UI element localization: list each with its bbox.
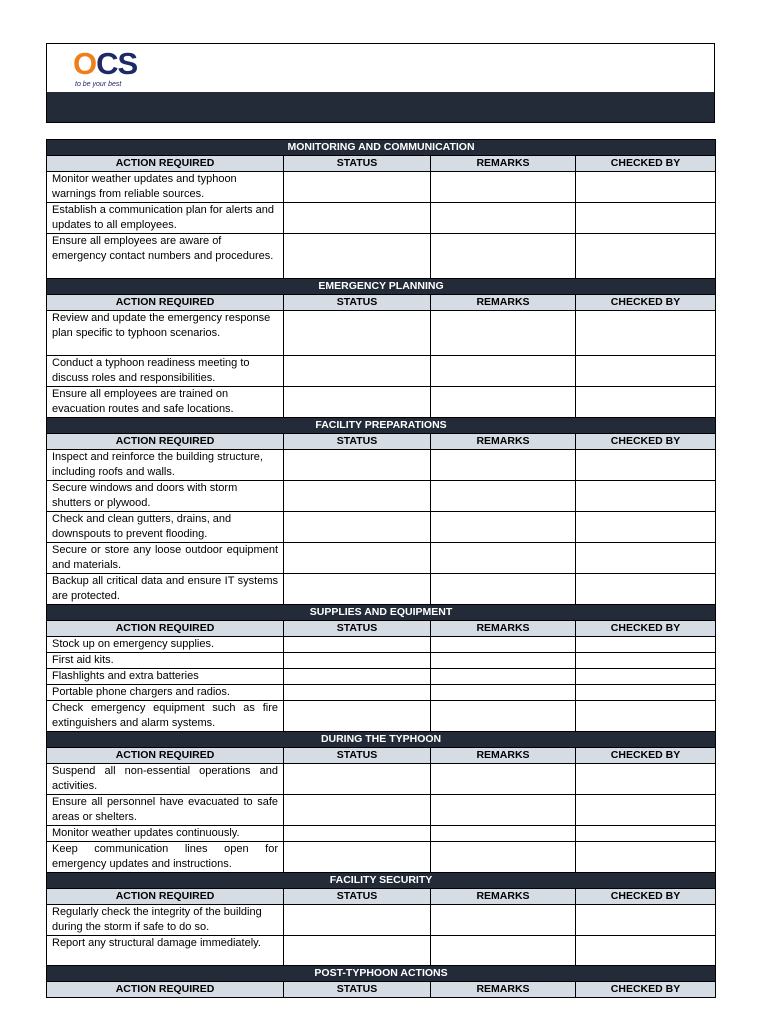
remarks-header: REMARKS — [431, 982, 576, 998]
checklist-row — [47, 653, 716, 669]
section-title: SUPPLIES AND EQUIPMENT — [47, 605, 716, 621]
status-header: STATUS — [284, 748, 431, 764]
action-cell: Ensure all employees are aware of emergency contact numbers and procedures. — [47, 234, 284, 279]
action-required-header: ACTION REQUIRED — [47, 748, 284, 764]
checked-by-cell[interactable] — [576, 669, 716, 685]
remarks-cell[interactable] — [431, 450, 576, 481]
remarks-cell[interactable] — [431, 574, 576, 605]
status-cell[interactable] — [284, 387, 431, 418]
checklist-row — [47, 356, 716, 387]
remarks-cell[interactable] — [431, 543, 576, 574]
status-cell[interactable] — [284, 701, 431, 732]
remarks-cell[interactable] — [431, 387, 576, 418]
action-cell: Backup all critical data and ensure IT systems are protected. — [47, 574, 284, 605]
status-header: STATUS — [284, 621, 431, 637]
checked-by-header: CHECKED BY — [576, 748, 716, 764]
checked-by-header: CHECKED BY — [576, 889, 716, 905]
status-cell[interactable] — [284, 764, 431, 795]
action-cell: Establish a communication plan for alerts and updates to all employees. — [47, 203, 284, 234]
remarks-header: REMARKS — [431, 748, 576, 764]
checked-by-cell[interactable] — [576, 450, 716, 481]
checked-by-cell[interactable] — [576, 653, 716, 669]
remarks-cell[interactable] — [431, 764, 576, 795]
checked-by-cell[interactable] — [576, 764, 716, 795]
remarks-cell[interactable] — [431, 701, 576, 732]
status-header: STATUS — [284, 889, 431, 905]
checklist-row — [47, 842, 716, 873]
action-cell: Stock up on emergency supplies. — [47, 637, 284, 653]
status-cell[interactable] — [284, 826, 431, 842]
checklist-row — [47, 826, 716, 842]
section-header-row — [47, 873, 716, 889]
checked-by-cell[interactable] — [576, 481, 716, 512]
action-cell: Secure windows and doors with storm shutters or plywood. — [47, 481, 284, 512]
ocs-logo — [73, 48, 183, 92]
status-cell[interactable] — [284, 512, 431, 543]
status-cell[interactable] — [284, 795, 431, 826]
action-cell: First aid kits. — [47, 653, 284, 669]
status-cell[interactable] — [284, 172, 431, 203]
checklist-row — [47, 450, 716, 481]
action-cell: Conduct a typhoon readiness meeting to discuss roles and responsibilities. — [47, 356, 284, 387]
checklist-row — [47, 311, 716, 356]
checked-by-cell[interactable] — [576, 826, 716, 842]
column-header-row — [47, 156, 716, 172]
checked-by-cell[interactable] — [576, 574, 716, 605]
action-cell: Review and update the emergency response plan specific to typhoon scenarios. — [47, 311, 284, 356]
checked-by-cell[interactable] — [576, 685, 716, 701]
status-cell[interactable] — [284, 637, 431, 653]
remarks-cell[interactable] — [431, 653, 576, 669]
status-cell[interactable] — [284, 543, 431, 574]
action-cell: Monitor weather updates and typhoon warnings from reliable sources. — [47, 172, 284, 203]
status-cell[interactable] — [284, 669, 431, 685]
column-header-row — [47, 889, 716, 905]
section-header-row — [47, 732, 716, 748]
action-required-header: ACTION REQUIRED — [47, 295, 284, 311]
checked-by-cell[interactable] — [576, 905, 716, 936]
document-header — [46, 43, 715, 123]
column-header-row — [47, 748, 716, 764]
remarks-cell[interactable] — [431, 637, 576, 653]
checked-by-cell[interactable] — [576, 842, 716, 873]
status-cell[interactable] — [284, 685, 431, 701]
checklist-row — [47, 669, 716, 685]
status-header: STATUS — [284, 434, 431, 450]
section-title: POST-TYPHOON ACTIONS — [47, 966, 716, 982]
status-cell[interactable] — [284, 450, 431, 481]
checklist-row — [47, 685, 716, 701]
checked-by-header: CHECKED BY — [576, 434, 716, 450]
action-cell: Portable phone chargers and radios. — [47, 685, 284, 701]
checked-by-header: CHECKED BY — [576, 156, 716, 172]
section-header-row — [47, 605, 716, 621]
remarks-cell[interactable] — [431, 795, 576, 826]
checklist-row — [47, 795, 716, 826]
checklist-row — [47, 574, 716, 605]
section-header-row — [47, 418, 716, 434]
remarks-cell[interactable] — [431, 172, 576, 203]
remarks-cell[interactable] — [431, 936, 576, 966]
remarks-cell[interactable] — [431, 826, 576, 842]
checklist-row — [47, 234, 716, 279]
action-cell: Keep communication lines open for emergency updates and instructions. — [47, 842, 284, 873]
remarks-cell[interactable] — [431, 311, 576, 356]
status-cell[interactable] — [284, 936, 431, 966]
checklist-row — [47, 764, 716, 795]
status-cell[interactable] — [284, 234, 431, 279]
header-title-bar — [47, 92, 714, 122]
checked-by-cell[interactable] — [576, 387, 716, 418]
action-required-header: ACTION REQUIRED — [47, 434, 284, 450]
column-header-row — [47, 295, 716, 311]
status-cell[interactable] — [284, 311, 431, 356]
checked-by-cell[interactable] — [576, 203, 716, 234]
remarks-cell[interactable] — [431, 905, 576, 936]
action-required-header: ACTION REQUIRED — [47, 621, 284, 637]
remarks-header: REMARKS — [431, 295, 576, 311]
checked-by-cell[interactable] — [576, 234, 716, 279]
action-required-header: ACTION REQUIRED — [47, 982, 284, 998]
section-title: DURING THE TYPHOON — [47, 732, 716, 748]
checked-by-cell[interactable] — [576, 311, 716, 356]
checklist-row — [47, 387, 716, 418]
column-header-row — [47, 982, 716, 998]
section-header-row — [47, 140, 716, 156]
section-header-row — [47, 279, 716, 295]
action-cell: Secure or store any loose outdoor equipment and materials. — [47, 543, 284, 574]
remarks-cell[interactable] — [431, 685, 576, 701]
remarks-cell[interactable] — [431, 481, 576, 512]
status-cell[interactable] — [284, 356, 431, 387]
checked-by-cell[interactable] — [576, 543, 716, 574]
action-cell: Ensure all personnel have evacuated to safe areas or shelters. — [47, 795, 284, 826]
action-cell: Regularly check the integrity of the building during the storm if safe to do so. — [47, 905, 284, 936]
checklist-row — [47, 481, 716, 512]
action-cell: Flashlights and extra batteries — [47, 669, 284, 685]
remarks-cell[interactable] — [431, 203, 576, 234]
action-cell: Ensure all employees are trained on evacuation routes and safe locations. — [47, 387, 284, 418]
remarks-cell[interactable] — [431, 512, 576, 543]
checked-by-cell[interactable] — [576, 936, 716, 966]
remarks-header: REMARKS — [431, 434, 576, 450]
checklist-row — [47, 905, 716, 936]
section-title: FACILITY SECURITY — [47, 873, 716, 889]
status-header: STATUS — [284, 295, 431, 311]
section-title: FACILITY PREPARATIONS — [47, 418, 716, 434]
remarks-header: REMARKS — [431, 889, 576, 905]
checklist-row — [47, 203, 716, 234]
status-cell[interactable] — [284, 905, 431, 936]
checked-by-header: CHECKED BY — [576, 982, 716, 998]
checklist-row — [47, 172, 716, 203]
remarks-header: REMARKS — [431, 156, 576, 172]
checklist-row — [47, 936, 716, 966]
remarks-cell[interactable] — [431, 356, 576, 387]
action-cell: Inspect and reinforce the building structure, including roofs and walls. — [47, 450, 284, 481]
action-cell: Check emergency equipment such as fire extinguishers and alarm systems. — [47, 701, 284, 732]
action-required-header: ACTION REQUIRED — [47, 889, 284, 905]
logo-tagline: to be your best — [75, 81, 122, 88]
section-title: EMERGENCY PLANNING — [47, 279, 716, 295]
checked-by-cell[interactable] — [576, 172, 716, 203]
section-header-row — [47, 966, 716, 982]
remarks-header: REMARKS — [431, 621, 576, 637]
remarks-cell[interactable] — [431, 842, 576, 873]
checked-by-cell[interactable] — [576, 795, 716, 826]
action-cell: Check and clean gutters, drains, and downspouts to prevent flooding. — [47, 512, 284, 543]
action-cell: Report any structural damage immediately. — [47, 936, 284, 966]
checklist-row — [47, 637, 716, 653]
status-header: STATUS — [284, 982, 431, 998]
status-cell[interactable] — [284, 842, 431, 873]
status-cell[interactable] — [284, 203, 431, 234]
checked-by-cell[interactable] — [576, 356, 716, 387]
action-cell: Monitor weather updates continuously. — [47, 826, 284, 842]
checklist-row — [47, 543, 716, 574]
column-header-row — [47, 621, 716, 637]
action-cell: Suspend all non-essential operations and activities. — [47, 764, 284, 795]
checked-by-header: CHECKED BY — [576, 621, 716, 637]
status-cell[interactable] — [284, 574, 431, 605]
column-header-row — [47, 434, 716, 450]
checked-by-cell[interactable] — [576, 637, 716, 653]
status-cell[interactable] — [284, 481, 431, 512]
checked-by-cell[interactable] — [576, 701, 716, 732]
remarks-cell[interactable] — [431, 669, 576, 685]
checked-by-header: CHECKED BY — [576, 295, 716, 311]
typhoon-checklist-table — [46, 139, 716, 998]
checklist-row — [47, 701, 716, 732]
status-header: STATUS — [284, 156, 431, 172]
checklist-row — [47, 512, 716, 543]
section-title: MONITORING AND COMMUNICATION — [47, 140, 716, 156]
checked-by-cell[interactable] — [576, 512, 716, 543]
remarks-cell[interactable] — [431, 234, 576, 279]
logo-wordmark: OCS — [73, 46, 138, 81]
action-required-header: ACTION REQUIRED — [47, 156, 284, 172]
status-cell[interactable] — [284, 653, 431, 669]
